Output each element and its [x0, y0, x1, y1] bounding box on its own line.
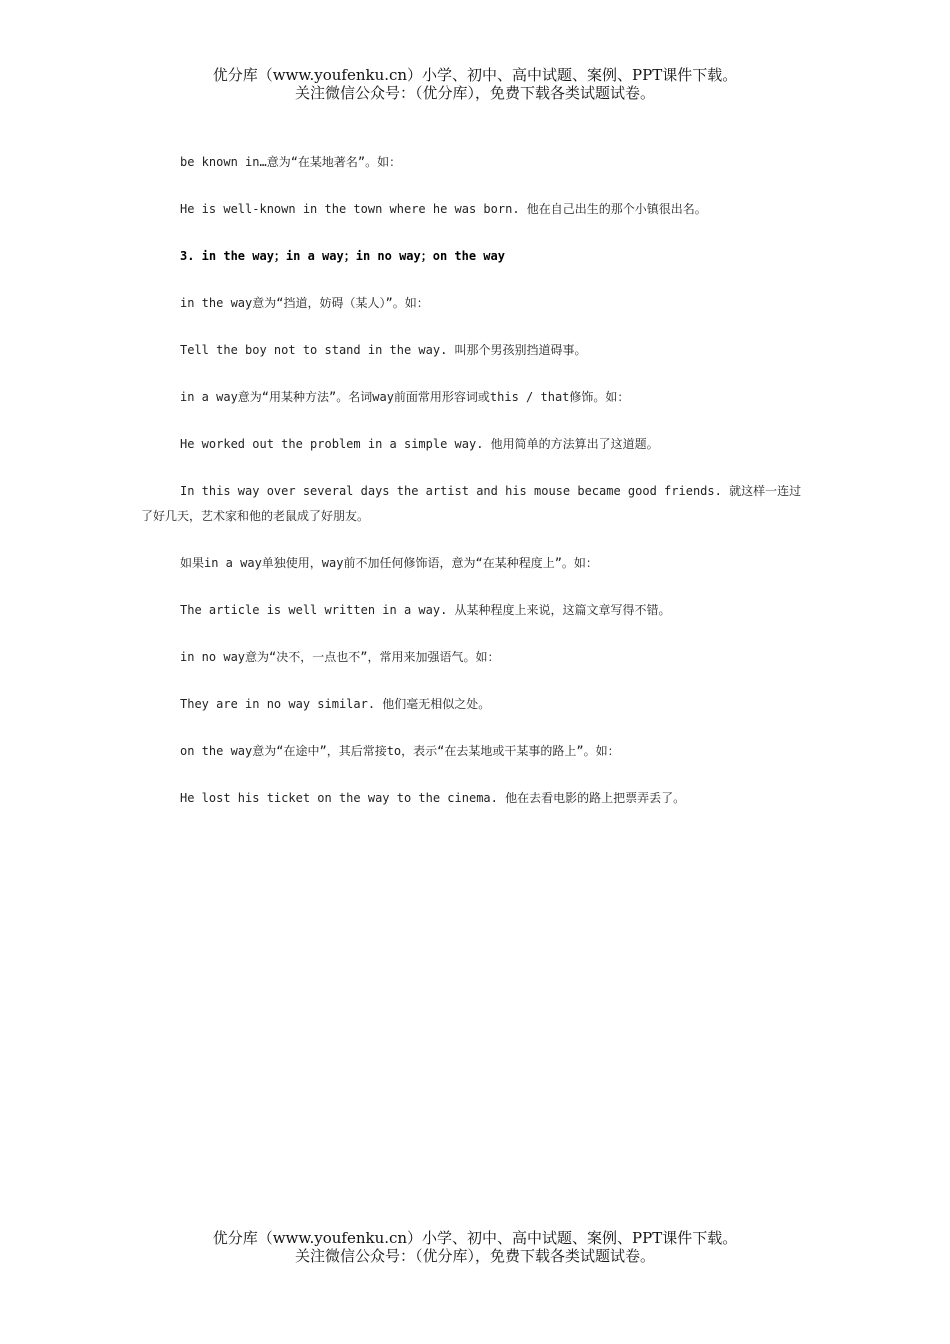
paragraph-example-this-way: In this way over several days the artist and his mouse became good friends. 就这样一连过了好几天，艺术家和他的老鼠成了好朋友。 — [141, 484, 802, 523]
paragraph-example-well-known: He is well-known in the town where he was born. 他在自己出生的那个小镇很出名。 — [180, 202, 707, 216]
paragraph-in-the-way: in the way意为“挡道，妨碍（某人）”。如： — [180, 296, 429, 310]
header-line-2: 关注微信公众号：（优分库），免费下载各类试题试卷。 — [294, 84, 655, 102]
page-footer — [0, 1229, 950, 1265]
paragraph-example-in-the-way: Tell the boy not to stand in the way. 叫那个男孩别挡道碍事。 — [180, 343, 587, 357]
document-body — [141, 150, 806, 833]
header-line-1: 优分库（www.youfenku.cn）小学、初中、高中试题、案例、PPT课件下载。 — [212, 66, 738, 84]
footer-line-1: 优分库（www.youfenku.cn）小学、初中、高中试题、案例、PPT课件下载。 — [212, 1229, 738, 1247]
paragraph-example-well-written: The article is well written in a way. 从某种程度上来说，这篇文章写得不错。 — [180, 603, 671, 617]
section-heading-way-phrases: 3. in the way；in a way；in no way；on the way — [180, 249, 505, 263]
paragraph-example-on-the-way: He lost his ticket on the way to the cinema. 他在去看电影的路上把票弄丢了。 — [180, 791, 686, 805]
footer-line-2: 关注微信公众号：（优分库），免费下载各类试题试卷。 — [294, 1247, 655, 1265]
paragraph-example-simple-way: He worked out the problem in a simple way. 他用简单的方法算出了这道题。 — [180, 437, 659, 451]
paragraph-in-a-way: in a way意为“用某种方法”。名词way前面常用形容词或this / that修饰。如： — [180, 390, 630, 404]
paragraph-on-the-way: on the way意为“在途中”，其后常接to，表示“在去某地或干某事的路上”。如： — [180, 744, 620, 758]
paragraph-example-in-no-way: They are in no way similar. 他们毫无相似之处。 — [180, 697, 491, 711]
paragraph-in-no-way: in no way意为“决不，一点也不”，常用来加强语气。如： — [180, 650, 500, 664]
paragraph-be-known-in: be known in…意为“在某地著名”。如： — [180, 155, 402, 169]
page-header — [0, 66, 950, 102]
paragraph-in-a-way-alone: 如果in a way单独使用，way前不加任何修饰语，意为“在某种程度上”。如： — [180, 556, 598, 570]
